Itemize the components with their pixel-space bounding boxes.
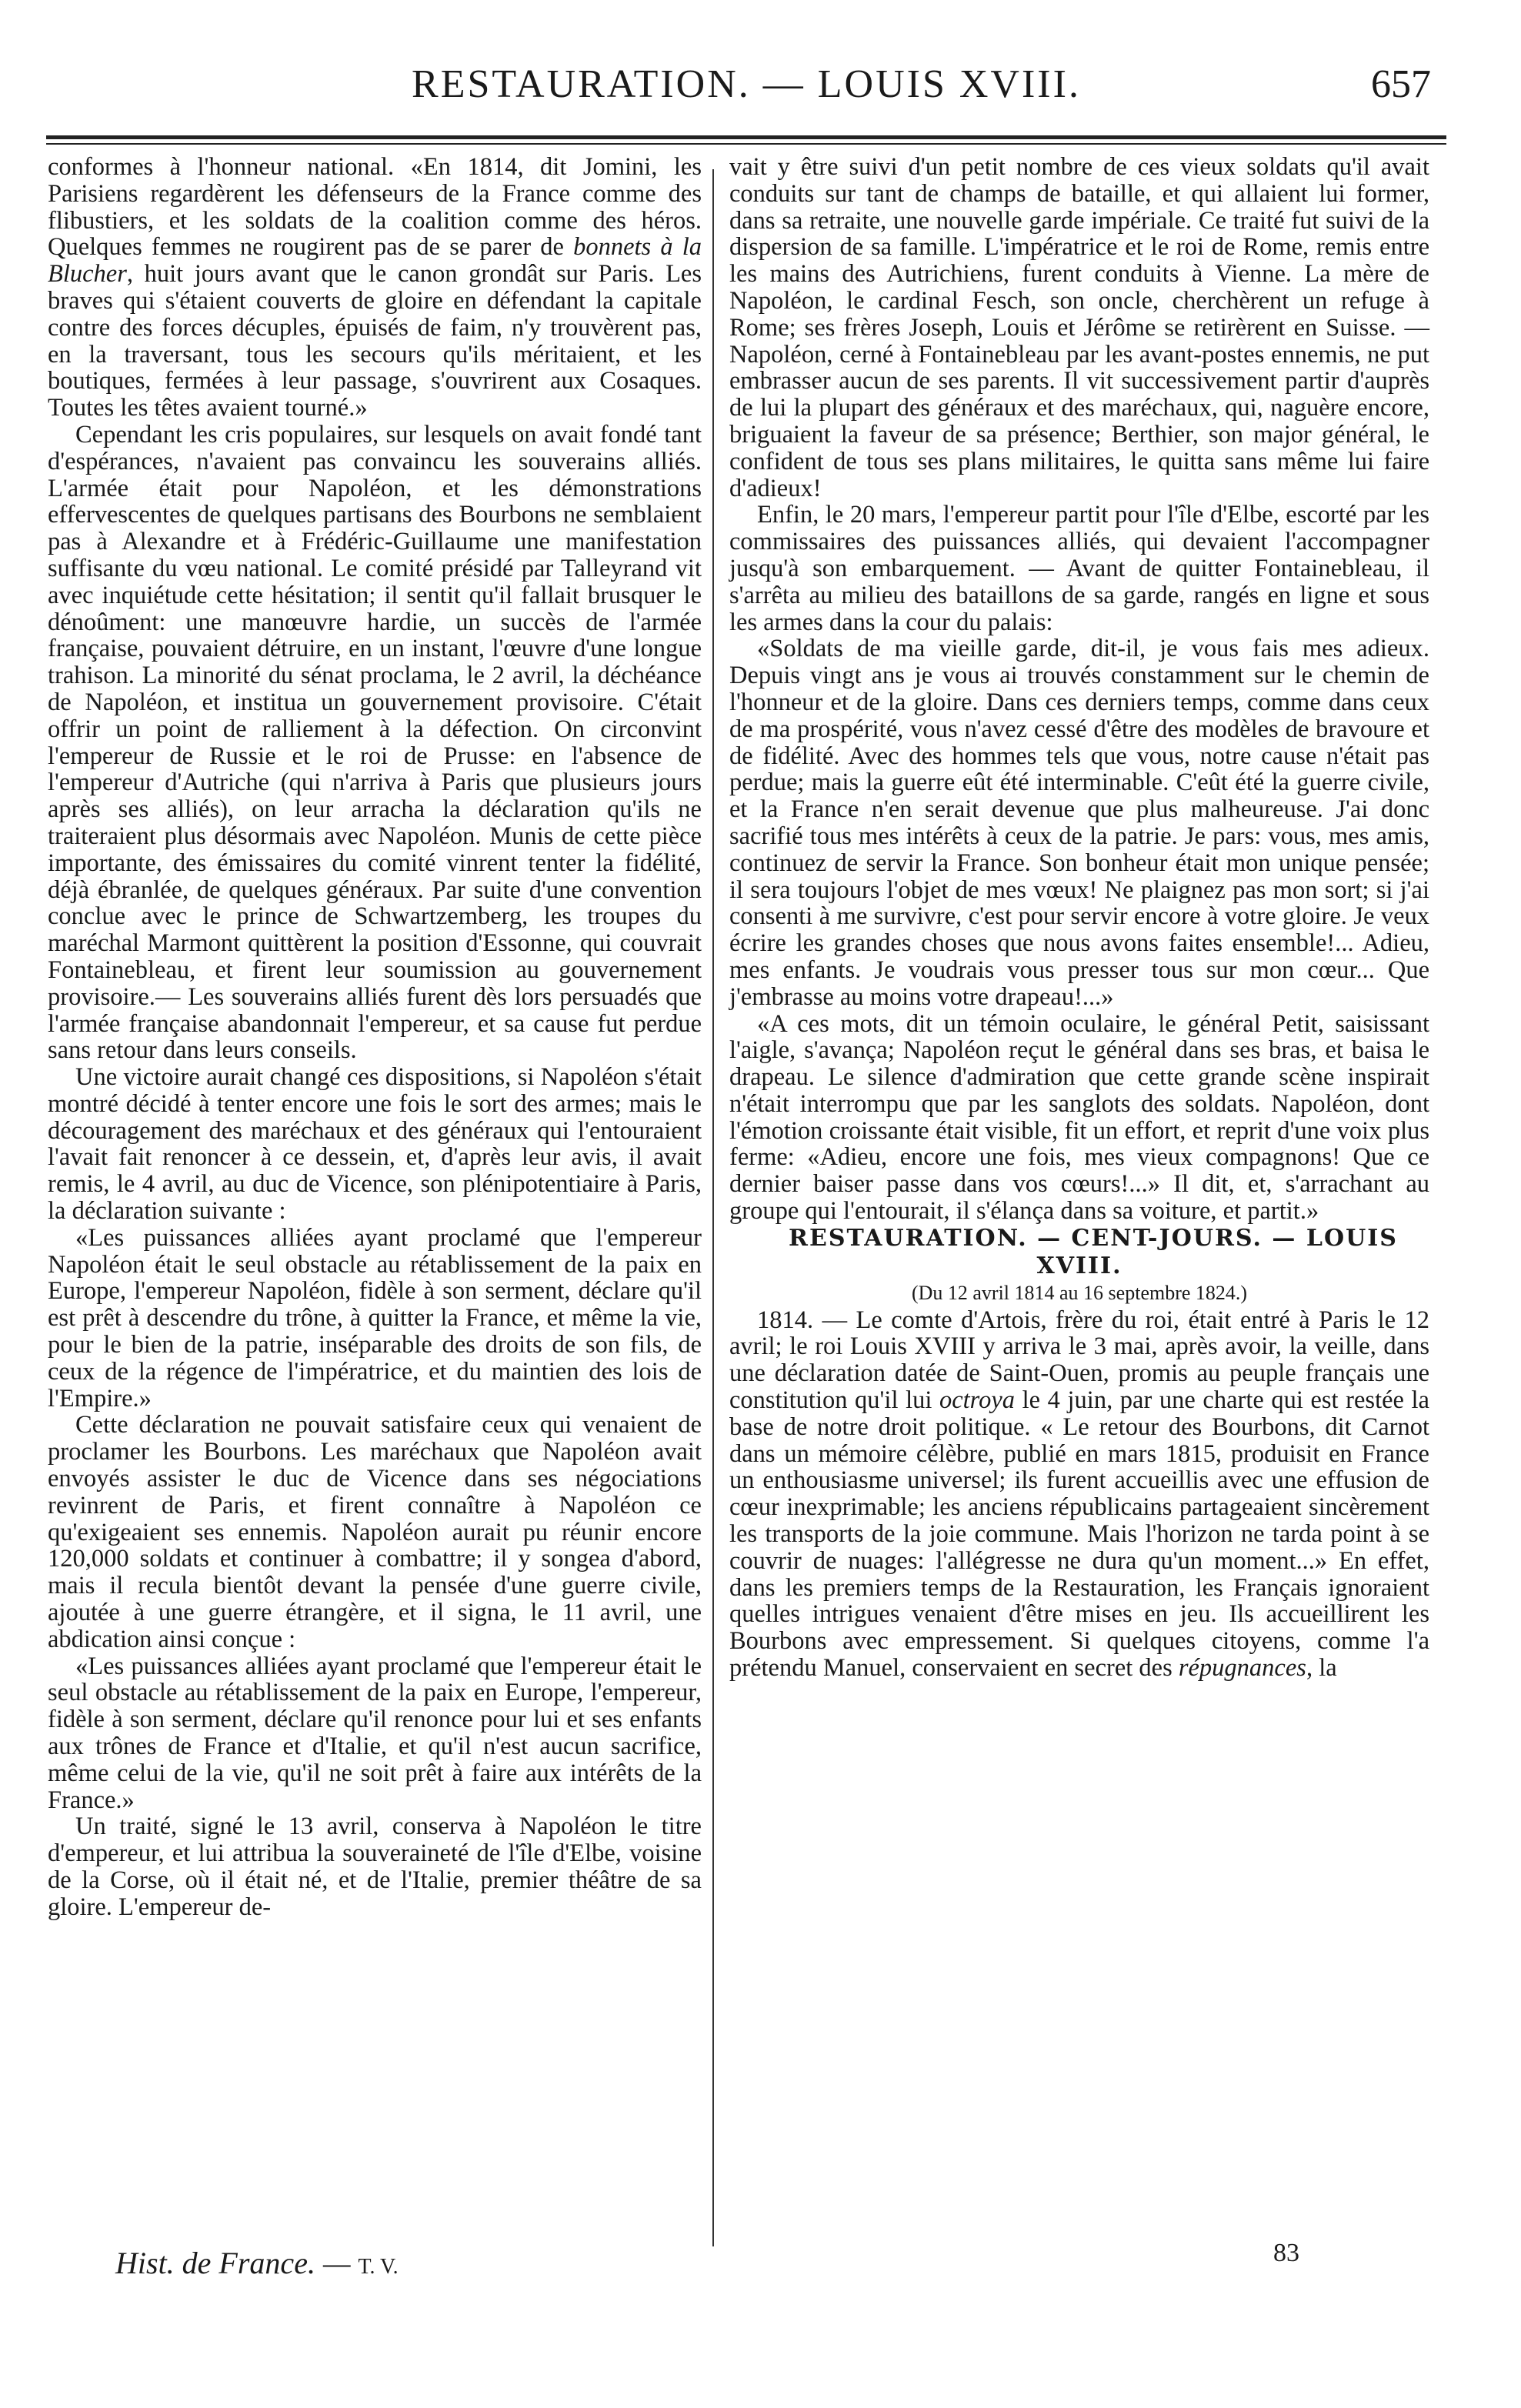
paragraph: Un traité, signé le 13 avril, conserva à Napoléon le titre d'empereur, et lui attribua la souveraineté de l'île d'Elbe, voisine de la Corse, où il était né, et de l'Italie, premier théâtre de sa gloire. L'empereur de-: [48, 1813, 702, 1921]
italic-text: octroya: [939, 1386, 1016, 1415]
text: le 4 juin, par une charte qui est restée la base de notre droit politique. « Le retour des Bourbons, dit Carnot dans un mémoire célèbre, publié en mars 1815, produisit en France un enthousiasme universel; ils furent accueillis avec une effusion de cœur inexprimable; les anciens républicains partageaient sincèrement les transports de la joie commune. Mais l'horizon ne tarda point à se couvrir de nuages: l'allégresse ne dura qu'un moment...» En effet, dans les premiers temps de la Restauration, les Français ignoraient quelles intrigues venaient d'être mises en jeu. Ils accueillirent les Bourbons avec empressement. Si quelques citoyens, comme l'a prétendu Manuel, conservaient en secret des: [729, 1386, 1429, 1683]
paragraph: [729, 1307, 1429, 1682]
paragraph: Cependant les cris populaires, sur lesquels on avait fondé tant d'espérances, n'avaient pas convaincu les souverains alliés. L'armée était pour Napoléon, et les démonstrations effervescentes de quelques partisans des Bourbons ne semblaient pas à Alexandre et à Frédéric-Guillaume une manifestation suffisante du vœu national. Le comité présidé par Talleyrand vit avec inquiétude cette hésitation; il sentit qu'il fallait brusquer le dénoûment: une manœuvre hardie, un succès de l'armée française, pouvaient détruire, en un instant, l'œuvre d'une longue trahison. La minorité du sénat proclama, le 2 avril, la déchéance de Napoléon, et institua un gouvernement provisoire. C'était offrir un point de ralliement à la défection. On circonvint l'empereur de Russie et le roi de Prusse: en l'absence de l'empereur d'Autriche (qui n'arriva à Paris que plusieurs jours après ses alliés), on leur arracha la déclaration qu'ils ne traiteraient plus désormais avec Napoléon. Munis de cette pièce importante, des émissaires du comité vinrent tenter la fidélité, déjà ébranlée, de quelques généraux. Par suite d'une convention conclue avec le prince de Schwartzemberg, les troupes du maréchal Marmont quittèrent la position d'Essonne, qui couvrait Fontainebleau, et firent leur soumission au gouvernement provisoire.— Les souverains alliés furent dès lors persuadés que l'armée française abandonnait l'empereur, et sa cause fut perdue sans retour dans leurs conseils.: [48, 420, 702, 1065]
text: , la: [1306, 1654, 1337, 1683]
paragraph: vait y être suivi d'un petit nombre de ces vieux soldats qu'il avait conduits sur tant de champs de bataille, et qui allaient lui former, dans sa retraite, une nouvelle garde impériale. Ce traité fut suivi de la dispersion de sa famille. L'impératrice et le roi de Rome, remis entre les mains des Autrichiens, furent conduits à Vienne. La mère de Napoléon, le cardinal Fesch, son oncle, cherchèrent un refuge à Rome; ses frères Joseph, Louis et Jérôme se retirèrent en Suisse. — Napoléon, cerné à Fontainebleau par les avant-postes ennemis, ne put embrasser aucun de ses parents. Il vit successivement partir d'auprès de lui la plupart des généraux et des maréchaux, qui, naguère encore, briguaient la faveur de sa présence; Berthier, son major général, le confident de tous ses plans militaires, le quitta sans même lui faire d'adieux!: [729, 153, 1429, 502]
text: , huit jours avant que le canon grondât sur Paris. Les braves qui s'étaient couverts de gloire en défendant la capitale contre des forces décuples, épuisés de faim, n'y trouvèrent pas, en la traversant, tous les secours qu'ils méritaient, et les boutiques, fermées à leur passage, s'ouvrirent aux Cosaques. Toutes les têtes avaient tourné.»: [48, 260, 702, 422]
signature-mark: 83: [1273, 2239, 1299, 2267]
section-dates: (Du 12 avril 1814 au 16 septembre 1824.): [911, 1281, 1248, 1304]
quote-paragraph: «Les puissances alliées ayant proclamé que l'empereur était le seul obstacle au rétablissement de la paix en Europe, l'empereur, fidèle à son serment, déclare qu'il renonce pour lui et ses enfants aux trônes de France et d'Italie, et qu'il n'est aucun sacrifice, même celui de la vie, qu'il ne soit prêt à faire aux intérêts de la France.»: [48, 1652, 702, 1814]
paragraph: [48, 154, 702, 422]
quote-paragraph: «Les puissances alliées ayant proclamé que l'empereur Napoléon était le seul obstacle au rétablissement de la paix en Europe, l'empereur Napoléon, fidèle à son serment, déclare qu'il est prêt à descendre du trône, à quitter la France, et même la vie, pour le bien de la patrie, inséparable des droits de son fils, de ceux de la régence de l'impératrice, et du maintien des lois de l'Empire.»: [48, 1223, 702, 1412]
paragraph: Une victoire aurait changé ces dispositions, si Napoléon s'était montré décidé à tenter encore une fois le sort des armes; mais le découragement des maréchaux et des généraux qui l'entouraient l'avait fait renoncer à ce dessein, et, d'après leur avis, il avait remis, le 4 avril, au duc de Vicence, son plénipotentiaire à Paris, la déclaration suivante :: [48, 1063, 702, 1226]
footer-book-title: [115, 2245, 399, 2281]
volume-label: T. V.: [358, 2255, 399, 2279]
header-rule-thin: [46, 143, 1446, 145]
italic-text: bonnets à la Blucher: [48, 233, 702, 288]
text: 1814. — Le comte d'Artois, frère du roi, était entré à Paris le 12 avril; le roi Louis XVIII y arriva le 3 mai, après avoir, la veille, dans une déclaration datée de Saint-Ouen, promis au peuple français une constitution qu'il lui: [729, 1306, 1429, 1415]
quote-paragraph: «Soldats de ma vieille garde, dit-il, je vous fais mes adieux. Depuis vingt ans je vous ai trouvés constamment sur le chemin de l'honneur et de la gloire. Dans ces derniers temps, comme dans ceux de ma prospérité, vous n'avez cessé d'être des modèles de bravoure et de fidélité. Avec des hommes tels que vous, notre cause n'était pas perdue; mais la guerre eût été interminable. C'eût été la guerre civile, et la France n'en serait devenue que plus malheureuse. J'ai donc sacrifié tous mes intérêts à ceux de la patrie. Je pars: vous, mes amis, continuez de servir la France. Son bonheur était mon unique pensée; il sera toujours l'objet de mes vœux! Ne plaignez pas mon sort; si j'ai consenti à me survivre, c'est pour servir encore à votre gloire. Je veux écrire les grandes choses que nous avons faites ensemble!... Adieu, mes enfants. Je voudrais vous presser tous sur mon cœur... Que j'embrasse au moins votre drapeau!...»: [729, 635, 1429, 1011]
paragraph: Enfin, le 20 mars, l'empereur partit pour l'île d'Elbe, escorté par les commissaires des puissances alliés, qui devaient l'accompagner jusqu'à son embarquement. — Avant de quitter Fontainebleau, il s'arrêta au milieu des bataillons de sa garde, rangés en ligne et sous les armes dans la cour du palais:: [729, 501, 1429, 636]
column-divider: [712, 169, 714, 2246]
page-number: 657: [1371, 62, 1431, 106]
quote-paragraph: «A ces mots, dit un témoin oculaire, le général Petit, saisissant l'aigle, s'avança; Napoléon reçut le général dans ses bras, et baisa le drapeau. Le silence d'admiration que cette grande scène inspirait n'était interrompu que par les sanglots des soldats. Napoléon, dont l'émotion croissante était visible, fit un effort, et reprit d'une voix plus ferme: «Adieu, encore une fois, mes vieux compagnons! Que ce dernier baiser passe dans vos cœurs!...» Il dit, et, s'arrachant au groupe qui l'entourait, il s'élança dans sa voiture, et partit.»: [729, 1009, 1429, 1226]
book-title: Hist. de France. —: [115, 2246, 351, 2280]
running-title: RESTAURATION. — LOUIS XVIII.: [412, 62, 1081, 106]
right-column: [729, 154, 1429, 1682]
text: conformes à l'honneur national. «En 1814, dit Jomini, les Parisiens regardèrent les défenseurs de la France comme des flibustiers, et les soldats de la coalition comme des héros. Quelques femmes ne rougirent pas de se parer de: [48, 153, 702, 262]
italic-text: répugnances: [1178, 1654, 1306, 1683]
left-column: [48, 154, 702, 1921]
running-header: [46, 62, 1446, 123]
header-rule-thick: [46, 135, 1446, 139]
section-heading: RESTAURATION. — CENT-JOURS. — LOUIS XVIII.: [789, 1224, 1398, 1279]
paragraph: Cette déclaration ne pouvait satisfaire ceux qui venaient de proclamer les Bourbons. Les maréchaux que Napoléon avait envoyés assister le duc de Vicence dans ses négociations revinrent de Paris, et firent connaître à Napoléon ce qu'exigeaient ses ennemis. Napoléon aurait pu réunir encore 120,000 soldats et continuer à combattre; il y songea d'abord, mais il recula bientôt devant la pensée d'une guerre civile, ajoutée à une guerre étrangère, et il signa, le 11 avril, une abdication ainsi conçue :: [48, 1411, 702, 1653]
